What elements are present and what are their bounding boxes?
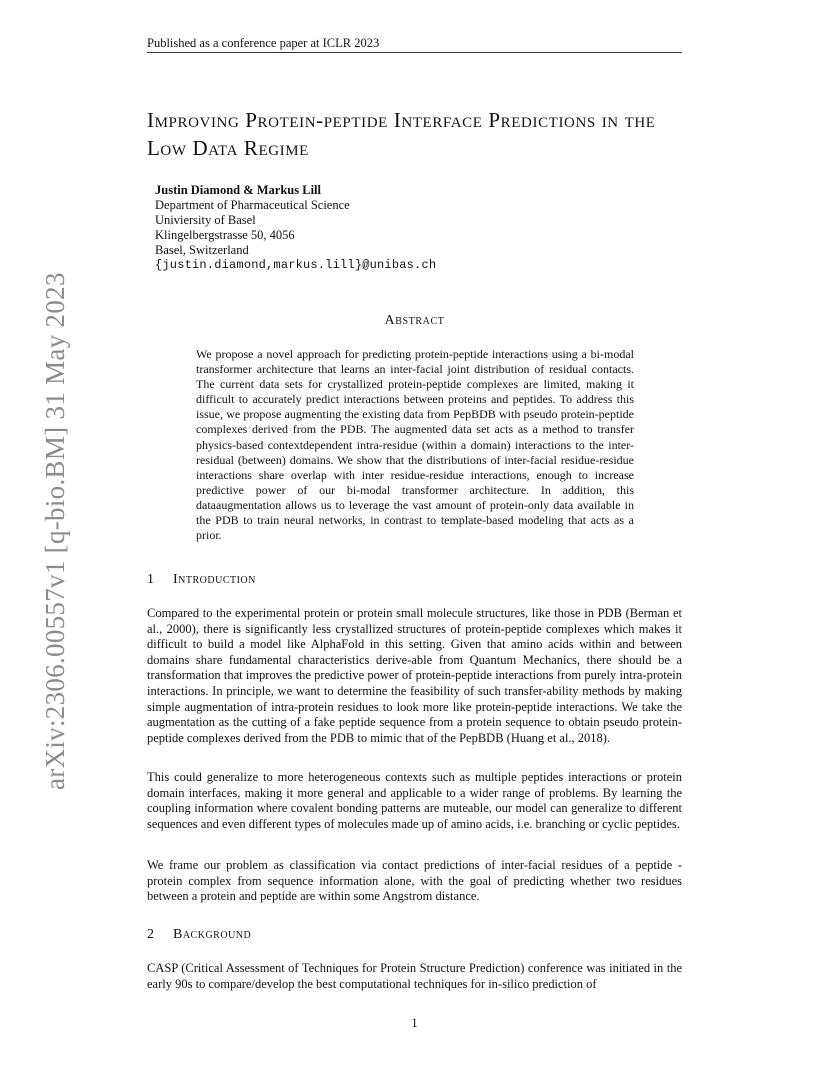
section-title: Background bbox=[173, 927, 252, 942]
section-title: Introduction bbox=[173, 572, 256, 587]
section-number: 1 bbox=[147, 572, 155, 587]
intro-paragraph-2: This could generalize to more heterogeneous contexts such as multiple peptides interactions or protein domain interfaces, making it more general and applicable to a wider range of problems. By learning the coupling information where covalent bonding patterns are muteable, our model can generalize to different sequences and even different types of molecules made up of amino acids, i.e. branching or cyclic peptides. bbox=[147, 770, 682, 831]
background-paragraph-1: CASP (Critical Assessment of Techniques for Protein Structure Prediction) conference was initiated in the early 90s to compare/develop the best computational techniques for in-silico prediction of bbox=[147, 961, 682, 991]
abstract-text: We propose a novel approach for predicting protein-peptide interactions using a bi-modal transformer architecture that learns an inter-facial joint distribution of residual contacts. The current data sets for crystallized protein-peptide complexes are limited, making it difficult to accurately predict interactions between proteins and peptides. To address this issue, we propose augmenting the existing data from PepBDB with pseudo protein-peptide complexes derived from the PDB. The augmented data set acts as a method to transfer physics-based contextdependent intra-residue (within a domain) interactions to the inter-residual (between) domains. We show that the distributions of inter-facial residue-residue interactions share overlap with inter residue-residue interactions, enough to increase predictive power of our bi-modal transformer architecture. In addition, this dataaugmentation allows us to leverage the vast amount of protein-only data available in the PDB to train neural networks, in contrast to template-based modeling that acts as a prior. bbox=[196, 347, 634, 543]
author-city: Basel, Switzerland bbox=[155, 243, 249, 257]
author-names: Justin Diamond & Markus Lill bbox=[155, 183, 322, 197]
header-rule bbox=[147, 52, 682, 53]
author-emails: {justin.diamond,markus.lill}@unibas.ch bbox=[155, 258, 437, 272]
author-department: Department of Pharmaceutical Science bbox=[155, 198, 350, 212]
running-head: Published as a conference paper at ICLR 2023 bbox=[147, 36, 380, 50]
author-university: Univiersity of Basel bbox=[155, 213, 256, 227]
arxiv-identifier-stamp: arXiv:2306.00557v1 [q-bio.BM] 31 May 2023 bbox=[40, 272, 70, 790]
author-street: Klingelbergstrasse 50, 4056 bbox=[155, 228, 295, 242]
section-heading-background bbox=[147, 927, 682, 943]
section-number: 2 bbox=[147, 927, 155, 942]
paper-title: Improving Protein-peptide Interface Predictions in the Low Data Regime bbox=[147, 108, 656, 160]
page-number: 1 bbox=[411, 1016, 418, 1030]
author-block bbox=[155, 183, 615, 273]
intro-paragraph-1: Compared to the experimental protein or protein small molecule structures, like those in PDB (Berman et al., 2000), there is significantly less crystallized structures of protein-peptide complexes which makes it difficult to build a model like AlphaFold in this setting. Given that amino acids within and between domains share fundamental characteristics derive-able from Quantum Mechanics, there should be a transformation that improves the predictive power of protein-peptide interactions from purely intra-protein interactions. In principle, we want to determine the feasibility of such transfer-ability methods by making simple augmentation of intra-protein residues to look more like protein-peptide interactions. We take the augmentation as the cutting of a fake peptide sequence from a protein sequence to obtain pseudo protein-peptide complexes derived from the PDB to mimic that of the PepBDB (Huang et al., 2018). bbox=[147, 606, 682, 745]
section-heading-introduction bbox=[147, 572, 682, 588]
intro-paragraph-3: We frame our problem as classification via contact predictions of inter-facial residues of a peptide - protein complex from sequence information alone, with the goal of predicting whether two residues between a protein and peptide are within some Angstrom distance. bbox=[147, 858, 682, 904]
abstract-heading: Abstract bbox=[384, 313, 445, 328]
